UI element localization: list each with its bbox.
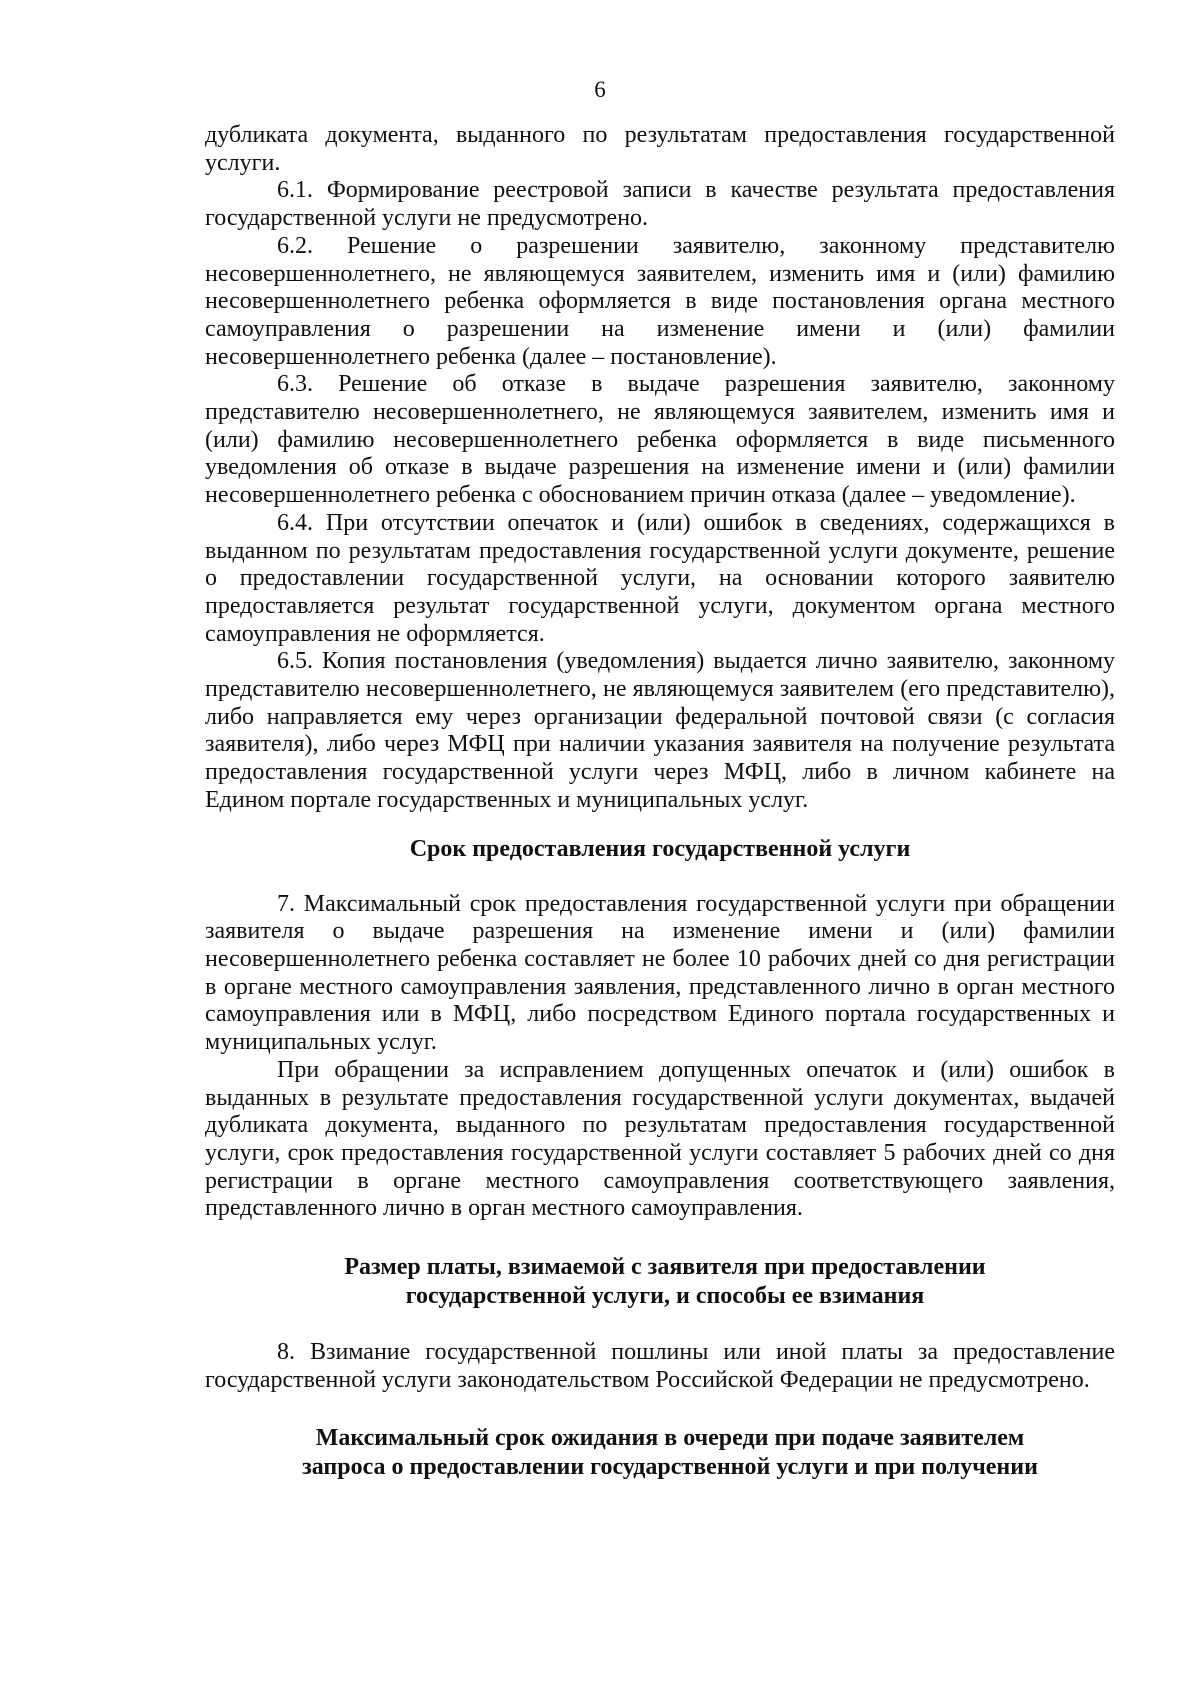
paragraph-7: 7. Максимальный срок предоставления государственной услуги при обращении заявителя о выдаче разрешения на изменение имени и (или) фамилии несовершеннолетнего ребенка составляет не более 10 рабочих дней со дня регистрации в органе местного самоуправления заявления, представленного лично в орган местного самоуправления или в МФЦ, либо посредством Единого портала государственных и муниципальных услуг. bbox=[205, 890, 1115, 1056]
section-heading-fee-line-1: Размер платы, взимаемой с заявителя при предоставлении bbox=[344, 1254, 986, 1281]
section-heading-queue-time-line-2: запроса о предоставлении государственной услуги и при получении bbox=[302, 1454, 1038, 1481]
paragraph-6-5: 6.5. Копия постановления (уведомления) выдается лично заявителю, законному представителю несовершеннолетнего, не являющемуся заявителем (его представителю), либо направляется ему через организации федеральной почтовой связи (с согласия заявителя), либо через МФЦ при наличии указания заявителя на получение результата предоставления государственной услуги через МФЦ, либо в личном кабинете на Едином портале государственных и муниципальных услуг. bbox=[205, 648, 1115, 813]
paragraph-8: 8. Взимание государственной пошлины или иной платы за предоставление государственной услуги законодательством Российской Федерации не предусмотрено. bbox=[205, 1339, 1115, 1393]
paragraph-7-corrections: При обращении за исправлением допущенных опечаток и (или) ошибок в выданных в результате предоставления государственной услуги документах, выдачей дубликата документа, выданного по результатам предоставления государственной услуги, срок предоставления государственной услуги составляет 5 рабочих дней со дня регистрации в органе местного самоуправления соответствующего заявления, представленного лично в орган местного самоуправления. bbox=[205, 1056, 1115, 1222]
paragraph-duplicate-continuation: дубликата документа, выданного по результатам предоставления государственной услуги. bbox=[205, 122, 1115, 176]
section-heading-queue-time-line-1: Максимальный срок ожидания в очереди при подаче заявителем bbox=[315, 1425, 1025, 1452]
document-body bbox=[205, 122, 1115, 1482]
page-number: 6 bbox=[594, 77, 606, 102]
paragraph-6-2: 6.2. Решение о разрешении заявителю, законному представителю несовершеннолетнего, не являющемуся заявителем, изменить имя и (или) фамилию несовершеннолетнего ребенка оформляется в виде постановления органа местного самоуправления о разрешении на изменение имени и (или) фамилии несовершеннолетнего ребенка (далее – постановление). bbox=[205, 232, 1115, 370]
section-heading-fee bbox=[205, 1253, 1115, 1311]
paragraph-6-4: 6.4. При отсутствии опечаток и (или) ошибок в сведениях, содержащихся в выданном по результатам предоставления государственной услуги документе, решение о предоставлении государственной услуги, на основании которого заявителю предоставляется результат государственной услуги, документом органа местного самоуправления не оформляется. bbox=[205, 509, 1115, 647]
section-heading-queue-time bbox=[205, 1424, 1115, 1482]
paragraph-6-1: 6.1. Формирование реестровой записи в качестве результата предоставления государственной услуги не предусмотрено. bbox=[205, 177, 1115, 232]
paragraph-6-3: 6.3. Решение об отказе в выдаче разрешения заявителю, законному представителю несовершеннолетнего, не являющемуся заявителем, изменить имя и (или) фамилию несовершеннолетнего ребенка оформляется в виде письменного уведомления об отказе в выдаче разрешения на изменение имени и (или) фамилии несовершеннолетнего ребенка с обоснованием причин отказа (далее – уведомление). bbox=[205, 371, 1115, 509]
section-heading-service-term: Срок предоставления государственной услуги bbox=[409, 835, 911, 862]
section-heading-fee-line-2: государственной услуги, и способы ее взимания bbox=[405, 1283, 925, 1310]
